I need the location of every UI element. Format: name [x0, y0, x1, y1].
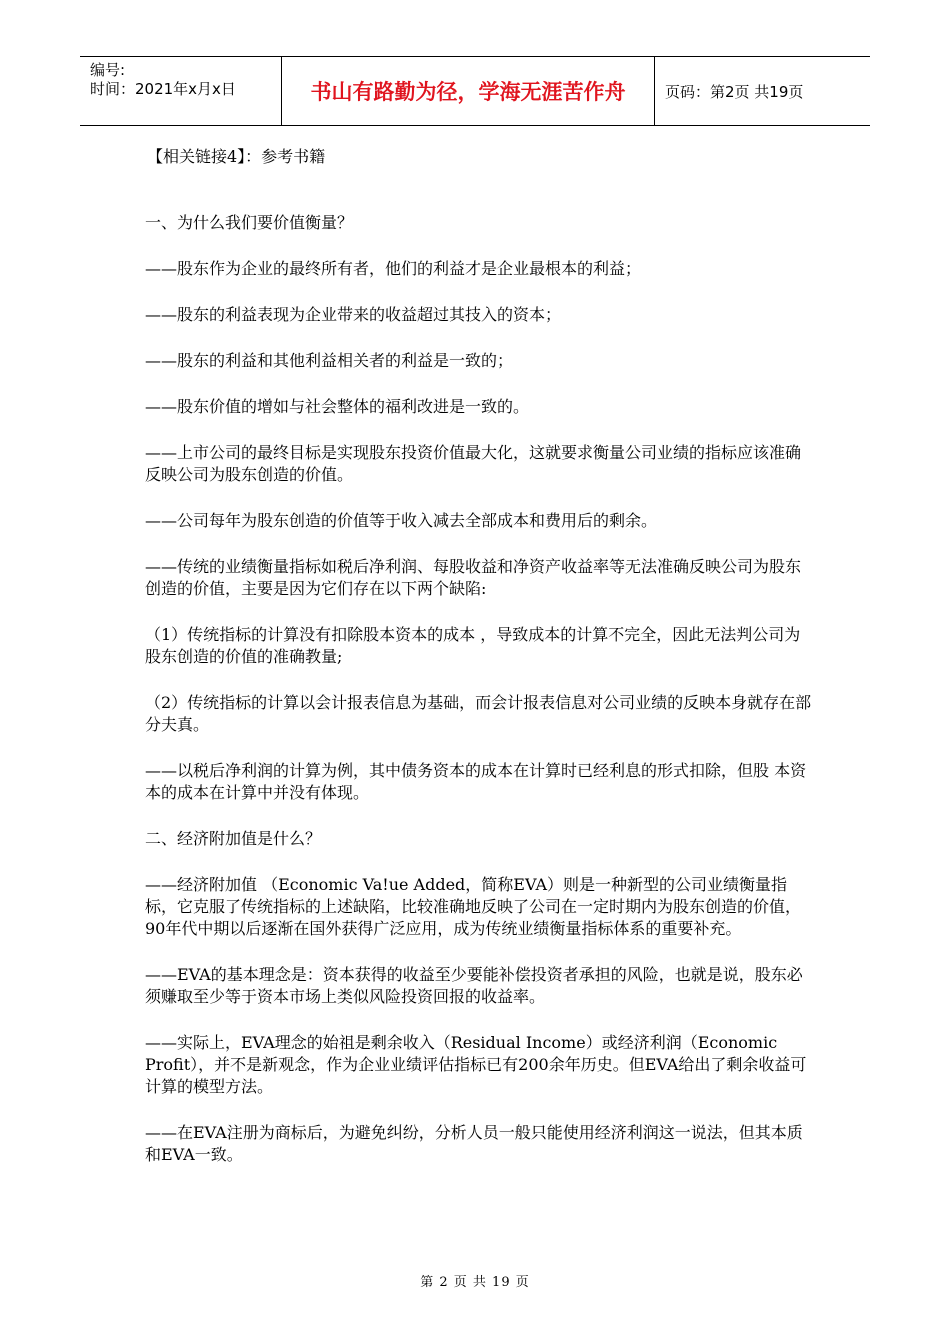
page-header — [80, 56, 870, 126]
page-footer: 第 2 页 共 19 页 — [420, 1275, 530, 1290]
body-paragraph: （2）传统指标的计算以会计报表信息为基础，而会计报表信息对公司业绩的反映本身就存在部分夫真。 — [145, 693, 812, 734]
section-heading-1: 一、为什么我们要价值衡量？ — [145, 213, 354, 232]
body-paragraph: ——实际上，EVA理念的始祖是剩余收入（Residual Income）或经济利润（Economic Profit），并不是新观念，作为企业业绩评估指标已有200余年历史。但EVA给出了剩余收益可计算的模型方法。 — [145, 1033, 807, 1096]
document-body — [145, 146, 815, 1166]
related-link-heading: 【相关链接4】：参考书籍 — [147, 147, 326, 166]
body-paragraph: ——上市公司的最终目标是实现股东投资价值最大化，这就要求衡量公司业绩的指标应该准确反映公司为股东创造的价值。 — [145, 443, 802, 484]
body-paragraph: ——传统的业绩衡量指标如税后净利润、每股收益和净资产收益率等无法准确反映公司为股东创造的价值，主要是因为它们存在以下两个缺陷: — [145, 557, 802, 598]
body-paragraph: ——以税后净利润的计算为例，其中债务资本的成本在计算时已经利息的形式扣除，但股 本资本的成本在计算中并没有体现。 — [145, 761, 807, 802]
section-heading-2: 二、经济附加值是什么？ — [145, 829, 322, 848]
body-paragraph: ——股东作为企业的最终所有者，他们的利益才是企业最根本的利益； — [145, 259, 642, 278]
body-paragraph: ——股东的利益和其他利益相关者的利益是一致的； — [145, 351, 514, 370]
body-paragraph: ——股东的利益表现为企业带来的收益超过其技入的资本； — [145, 305, 562, 324]
body-paragraph: ——在EVA注册为商标后，为避免纠纷，分析人员一般只能使用经济利润这一说法，但其本质和EVA一致。 — [145, 1123, 803, 1164]
header-motto: 书山有路勤为径，学海无涯苦作舟 — [282, 57, 655, 125]
document-number-label: 编号: — [90, 61, 126, 79]
header-meta — [80, 57, 282, 125]
document-time-label: 时间：2021年x月x日 — [90, 80, 236, 98]
header-page-info: 页码：第2页 共19页 — [665, 82, 804, 101]
body-paragraph: ——经济附加值 （Economic Va!ue Added，简称EVA）则是一种新型的公司业绩衡量指标，它克服了传统指标的上述缺陷，比较准确地反映了公司在一定时期内为股东创造的价值，90年代中期以后逐渐在国外获得广泛应用，成为传统业绩衡量指标体系的重要补充。 — [145, 875, 802, 938]
body-paragraph: ——股东价值的增如与社会整体的福利改进是一致的。 — [145, 397, 530, 416]
body-paragraph: ——公司每年为股东创造的价值等于收入减去全部成本和费用后的剩余。 — [145, 511, 658, 530]
body-paragraph: （1）传统指标的计算没有扣除股本资本的成本 ，导致成本的计算不完全，因此无法判公司为股东创造的价值的准确教量; — [145, 625, 801, 666]
body-paragraph: ——EVA的基本理念是：资本获得的收益至少要能补偿投资者承担的风险，也就是说，股东必须赚取至少等于资本市场上类似风险投资回报的收益率。 — [145, 965, 803, 1006]
